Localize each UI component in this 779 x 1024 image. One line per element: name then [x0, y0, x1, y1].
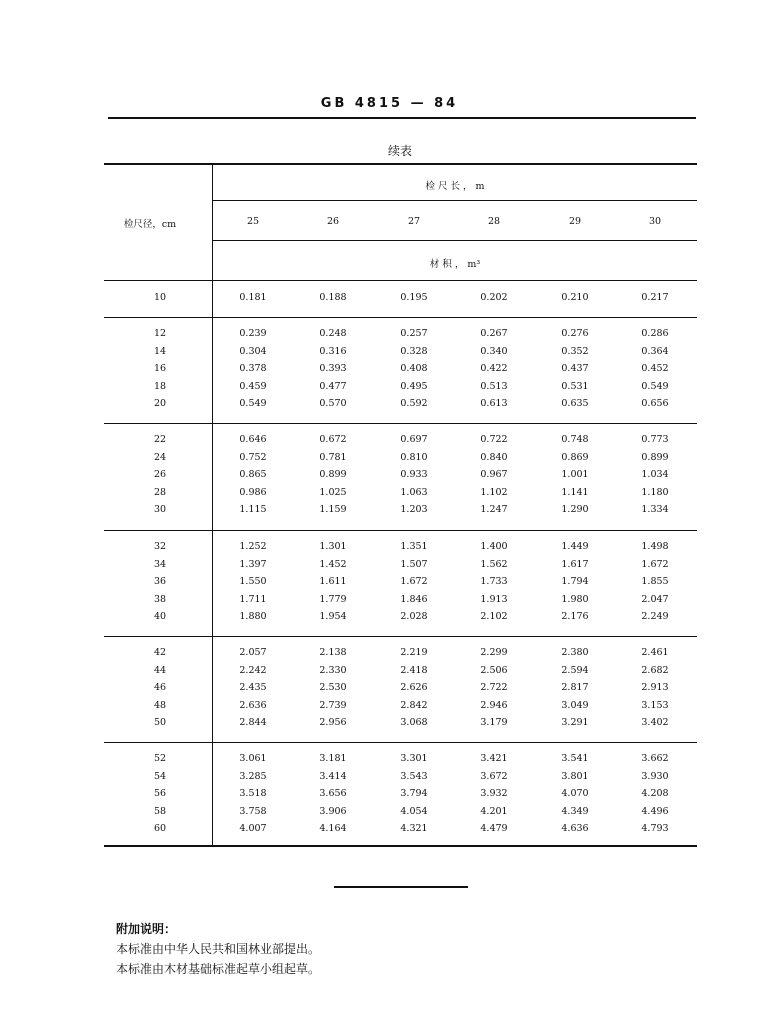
volume-header: 材 积 ， m³ — [429, 259, 481, 270]
volume-cell: 1.980 — [561, 593, 589, 605]
length-column-header: 26 — [326, 216, 340, 227]
volume-cell: 3.801 — [561, 770, 589, 782]
volume-cell: 1.617 — [561, 558, 589, 570]
notes-line: 本标准由木材基础标准起草小组起草。 — [116, 962, 321, 976]
volume-cell: 3.301 — [400, 753, 428, 764]
volume-cell: 3.794 — [400, 788, 428, 800]
standard-code: GB 4815 — 84 — [320, 96, 459, 111]
volume-cell: 1.034 — [641, 469, 669, 481]
volume-cell: 1.779 — [319, 593, 347, 605]
diameter-cell: 40 — [153, 611, 167, 623]
diameter-cell: 48 — [153, 699, 167, 711]
volume-cell: 1.001 — [561, 469, 589, 481]
volume-cell: 3.906 — [319, 805, 347, 817]
diameter-cell: 30 — [153, 504, 167, 516]
volume-cell: 3.543 — [400, 770, 428, 782]
volume-cell: 0.276 — [561, 328, 589, 339]
notes-line: 本标准由中华人民共和国林业部提出。 — [116, 942, 321, 956]
volume-cell: 4.321 — [400, 823, 428, 835]
volume-cell: 0.810 — [400, 451, 428, 463]
diameter-cell: 44 — [153, 664, 167, 676]
table-top-rule — [104, 163, 697, 165]
volume-cell: 0.202 — [480, 292, 508, 303]
volume-cell: 0.672 — [319, 434, 347, 445]
diameter-cell: 54 — [153, 770, 167, 782]
volume-cell: 3.068 — [400, 717, 428, 729]
volume-cell: 1.611 — [319, 576, 347, 588]
volume-cell: 4.793 — [641, 823, 669, 835]
volume-cell: 1.290 — [561, 504, 589, 516]
volume-cell: 2.506 — [480, 664, 508, 676]
volume-cell: 0.697 — [400, 434, 428, 445]
volume-cell: 0.408 — [400, 363, 428, 375]
volume-cell: 0.865 — [239, 469, 267, 481]
volume-cell: 1.025 — [319, 486, 347, 498]
volume-cell: 2.636 — [239, 699, 267, 711]
notes-title: 附加说明： — [116, 922, 177, 936]
volume-cell: 0.531 — [561, 380, 589, 392]
volume-cell: 3.672 — [480, 770, 508, 782]
volume-cell: 3.518 — [239, 788, 267, 800]
volume-cell: 2.946 — [480, 699, 508, 711]
volume-cell: 4.054 — [400, 805, 428, 817]
header-rule-2 — [212, 240, 697, 241]
volume-cell: 2.057 — [239, 647, 267, 658]
volume-cell: 0.217 — [641, 292, 669, 303]
volume-cell: 0.513 — [480, 380, 508, 392]
diameter-cell: 14 — [153, 345, 167, 357]
volume-cell: 0.239 — [239, 328, 267, 339]
volume-cell: 3.541 — [561, 753, 589, 764]
volume-cell: 0.304 — [239, 345, 267, 357]
volume-cell: 2.380 — [561, 647, 589, 658]
volume-cell: 0.181 — [239, 292, 267, 303]
volume-cell: 0.840 — [480, 451, 508, 463]
volume-cell: 3.421 — [480, 753, 508, 764]
volume-cell: 2.299 — [480, 647, 508, 658]
volume-cell: 1.334 — [641, 504, 669, 516]
length-column-header: 30 — [648, 216, 662, 227]
header-bottom-rule — [104, 280, 697, 281]
group-separator — [104, 423, 697, 424]
group-separator — [104, 742, 697, 743]
volume-cell: 3.414 — [319, 770, 347, 782]
volume-cell: 0.188 — [319, 292, 347, 303]
volume-cell: 4.208 — [641, 788, 669, 800]
volume-cell: 2.844 — [239, 717, 267, 729]
group-separator — [104, 636, 697, 637]
volume-cell: 3.662 — [641, 753, 669, 764]
volume-cell: 0.549 — [239, 398, 267, 410]
volume-cell: 0.316 — [319, 345, 347, 357]
group-separator — [104, 317, 697, 318]
diameter-cell: 42 — [153, 647, 167, 658]
volume-cell: 1.452 — [319, 558, 347, 570]
volume-cell: 3.179 — [480, 717, 508, 729]
row-header: 检尺径，cm — [123, 219, 177, 230]
length-column-header: 29 — [568, 216, 582, 227]
volume-cell: 2.138 — [319, 647, 347, 658]
footer-rule — [334, 886, 468, 888]
volume-cell: 1.711 — [239, 593, 267, 605]
volume-cell: 2.047 — [641, 593, 669, 605]
diameter-cell: 34 — [153, 558, 167, 570]
volume-cell: 0.422 — [480, 363, 508, 375]
volume-cell: 2.461 — [641, 647, 669, 658]
volume-cell: 0.967 — [480, 469, 508, 481]
volume-cell: 1.733 — [480, 576, 508, 588]
volume-cell: 4.070 — [561, 788, 589, 800]
volume-cell: 0.248 — [319, 328, 347, 339]
length-column-header: 28 — [487, 216, 501, 227]
volume-cell: 1.794 — [561, 576, 589, 588]
volume-cell: 3.049 — [561, 699, 589, 711]
length-header: 检 尺 长 ， m — [425, 181, 485, 192]
volume-cell: 0.340 — [480, 345, 508, 357]
volume-cell: 1.498 — [641, 541, 669, 552]
volume-cell: 0.328 — [400, 345, 428, 357]
volume-cell: 1.880 — [239, 611, 267, 623]
volume-cell: 0.195 — [400, 292, 428, 303]
diameter-cell: 20 — [153, 398, 167, 410]
diameter-cell: 38 — [153, 593, 167, 605]
volume-cell: 1.954 — [319, 611, 347, 623]
volume-cell: 1.672 — [400, 576, 428, 588]
volume-cell: 0.899 — [319, 469, 347, 481]
volume-cell: 1.115 — [239, 504, 267, 516]
volume-cell: 2.219 — [400, 647, 428, 658]
volume-cell: 1.351 — [400, 541, 428, 552]
volume-cell: 3.285 — [239, 770, 267, 782]
volume-cell: 2.249 — [641, 611, 669, 623]
volume-cell: 2.913 — [641, 682, 669, 694]
volume-cell: 0.613 — [480, 398, 508, 410]
volume-cell: 2.176 — [561, 611, 589, 623]
volume-cell: 3.930 — [641, 770, 669, 782]
volume-cell: 4.636 — [561, 823, 589, 835]
volume-cell: 1.252 — [239, 541, 267, 552]
volume-cell: 1.397 — [239, 558, 267, 570]
volume-cell: 3.181 — [319, 753, 347, 764]
volume-cell: 2.594 — [561, 664, 589, 676]
volume-cell: 0.592 — [400, 398, 428, 410]
diameter-cell: 22 — [153, 434, 167, 445]
length-column-header: 27 — [407, 216, 421, 227]
diameter-cell: 12 — [153, 328, 167, 339]
diameter-cell: 26 — [153, 469, 167, 481]
volume-cell: 3.061 — [239, 753, 267, 764]
volume-cell: 0.364 — [641, 345, 669, 357]
volume-cell: 0.495 — [400, 380, 428, 392]
volume-cell: 1.102 — [480, 486, 508, 498]
volume-cell: 0.656 — [641, 398, 669, 410]
volume-cell: 0.459 — [239, 380, 267, 392]
volume-cell: 0.452 — [641, 363, 669, 375]
volume-cell: 4.479 — [480, 823, 508, 835]
diameter-cell: 46 — [153, 682, 167, 694]
volume-cell: 2.530 — [319, 682, 347, 694]
diameter-cell: 58 — [153, 805, 167, 817]
volume-cell: 1.550 — [239, 576, 267, 588]
volume-cell: 0.748 — [561, 434, 589, 445]
diameter-cell: 52 — [153, 753, 167, 764]
volume-cell: 0.570 — [319, 398, 347, 410]
volume-cell: 1.507 — [400, 558, 428, 570]
volume-cell: 2.739 — [319, 699, 347, 711]
volume-cell: 1.400 — [480, 541, 508, 552]
volume-cell: 4.349 — [561, 805, 589, 817]
volume-cell: 0.352 — [561, 345, 589, 357]
volume-cell: 0.869 — [561, 451, 589, 463]
diameter-cell: 28 — [153, 486, 167, 498]
diameter-cell: 56 — [153, 788, 167, 800]
volume-cell: 0.752 — [239, 451, 267, 463]
volume-cell: 2.330 — [319, 664, 347, 676]
diameter-cell: 18 — [153, 380, 167, 392]
header-rule — [108, 117, 696, 119]
volume-cell: 0.286 — [641, 328, 669, 339]
volume-cell: 4.164 — [319, 823, 347, 835]
volume-cell: 2.418 — [400, 664, 428, 676]
volume-cell: 0.933 — [400, 469, 428, 481]
header-rule-1 — [212, 200, 697, 201]
volume-cell: 0.549 — [641, 380, 669, 392]
volume-cell: 3.758 — [239, 805, 267, 817]
volume-cell: 0.635 — [561, 398, 589, 410]
volume-cell: 3.153 — [641, 699, 669, 711]
volume-cell: 1.141 — [561, 486, 589, 498]
volume-cell: 0.646 — [239, 434, 267, 445]
volume-cell: 2.435 — [239, 682, 267, 694]
volume-cell: 4.201 — [480, 805, 508, 817]
volume-cell: 2.682 — [641, 664, 669, 676]
volume-cell: 3.402 — [641, 717, 669, 729]
volume-cell: 0.773 — [641, 434, 669, 445]
volume-cell: 1.180 — [641, 486, 669, 498]
volume-cell: 1.846 — [400, 593, 428, 605]
volume-cell: 1.159 — [319, 504, 347, 516]
column-divider — [212, 163, 213, 846]
diameter-cell: 60 — [153, 823, 167, 835]
volume-cell: 2.242 — [239, 664, 267, 676]
diameter-cell: 16 — [153, 363, 167, 375]
volume-cell: 0.393 — [319, 363, 347, 375]
volume-cell: 2.102 — [480, 611, 508, 623]
diameter-cell: 32 — [153, 541, 167, 552]
volume-cell: 4.496 — [641, 805, 669, 817]
volume-cell: 0.437 — [561, 363, 589, 375]
volume-cell: 0.986 — [239, 486, 267, 498]
table-bottom-rule — [104, 845, 697, 847]
volume-cell: 0.477 — [319, 380, 347, 392]
volume-cell: 0.722 — [480, 434, 508, 445]
volume-cell: 1.913 — [480, 593, 508, 605]
volume-cell: 4.007 — [239, 823, 267, 835]
volume-cell: 2.956 — [319, 717, 347, 729]
volume-cell: 1.562 — [480, 558, 508, 570]
diameter-cell: 24 — [153, 451, 167, 463]
diameter-cell: 10 — [153, 292, 167, 303]
volume-cell: 1.247 — [480, 504, 508, 516]
diameter-cell: 36 — [153, 576, 167, 588]
volume-cell: 0.899 — [641, 451, 669, 463]
volume-cell: 1.301 — [319, 541, 347, 552]
volume-cell: 0.257 — [400, 328, 428, 339]
table-caption: 续表 — [387, 144, 412, 158]
volume-cell: 1.672 — [641, 558, 669, 570]
volume-cell: 3.932 — [480, 788, 508, 800]
volume-cell: 1.203 — [400, 504, 428, 516]
volume-cell: 3.291 — [561, 717, 589, 729]
volume-cell: 0.267 — [480, 328, 508, 339]
volume-cell: 3.656 — [319, 788, 347, 800]
group-separator — [104, 530, 697, 531]
diameter-cell: 50 — [153, 717, 167, 729]
additional-notes — [116, 919, 320, 979]
volume-cell: 0.378 — [239, 363, 267, 375]
volume-cell: 2.028 — [400, 611, 428, 623]
volume-cell: 2.842 — [400, 699, 428, 711]
volume-cell: 2.722 — [480, 682, 508, 694]
volume-cell: 1.063 — [400, 486, 428, 498]
volume-cell: 2.817 — [561, 682, 589, 694]
volume-cell: 1.449 — [561, 541, 589, 552]
volume-cell: 0.781 — [319, 451, 347, 463]
volume-cell: 2.626 — [400, 682, 428, 694]
volume-cell: 1.855 — [641, 576, 669, 588]
length-column-header: 25 — [246, 216, 260, 227]
volume-cell: 0.210 — [561, 292, 589, 303]
